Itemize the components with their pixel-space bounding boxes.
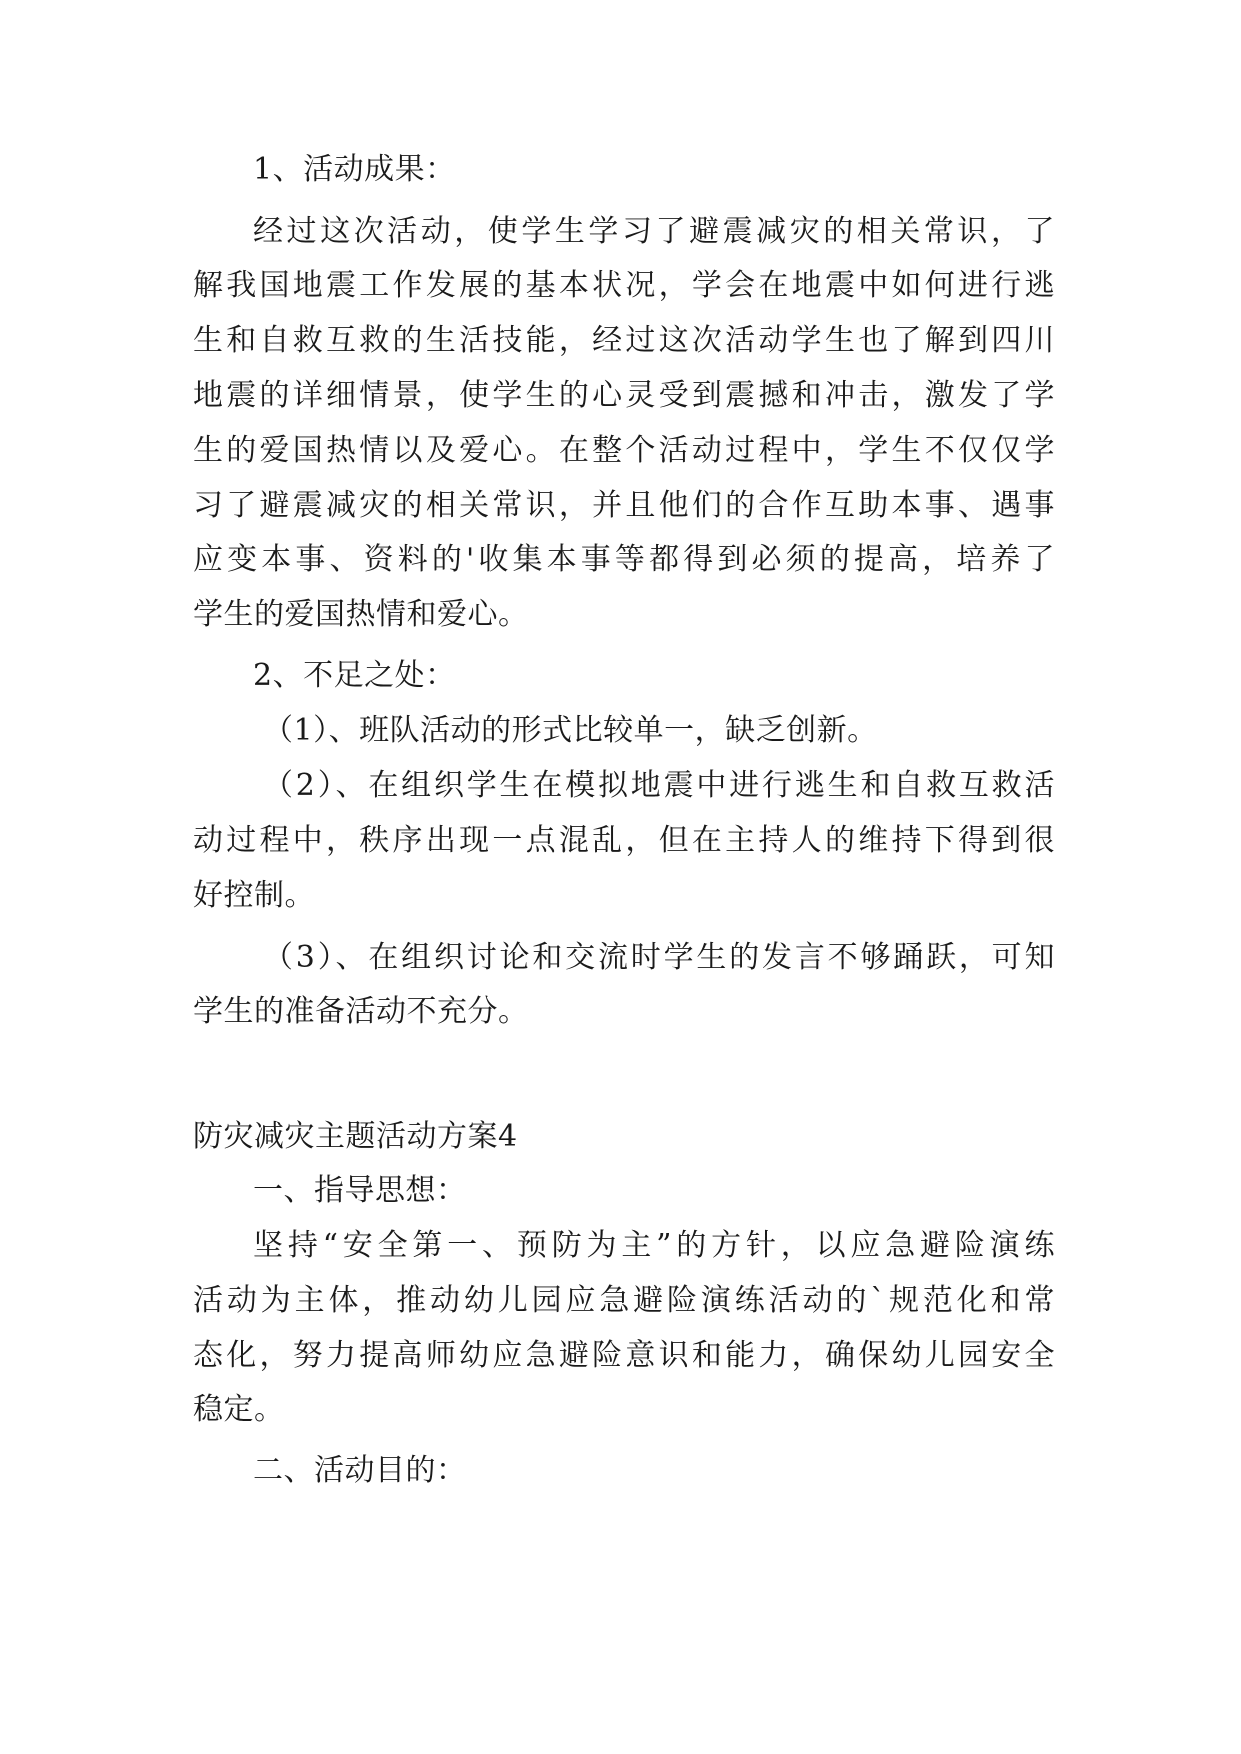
guide-paragraph-line: 坚持“安全第一、预防为主”的方针，以应急避险演练 bbox=[253, 1228, 1055, 1263]
shortcoming-item-2-line: 好控制。 bbox=[193, 878, 315, 913]
purpose-heading: 二、活动目的： bbox=[253, 1453, 467, 1488]
result-paragraph-line: 地震的详细情景，使学生的心灵受到震撼和冲击，激发了学 bbox=[193, 378, 1055, 413]
shortcoming-item-2-line: 动过程中，秩序出现一点混乱，但在主持人的维持下得到很 bbox=[193, 823, 1055, 858]
section-title: 防灾减灾主题活动方案4 bbox=[193, 1119, 518, 1154]
result-paragraph-line: 生和自救互救的生活技能，经过这次活动学生也了解到四川 bbox=[193, 323, 1055, 358]
shortcoming-item-3-line: 学生的准备活动不充分。 bbox=[193, 994, 529, 1029]
shortcoming-item-3-line: （3）、在组织讨论和交流时学生的发言不够踊跃，可知 bbox=[263, 940, 1055, 975]
result-paragraph-line: 解我国地震工作发展的基本状况，学会在地震中如何进行逃 bbox=[193, 268, 1055, 303]
guide-paragraph-line: 活动为主体，推动幼儿园应急避险演练活动的`规范化和常 bbox=[193, 1283, 1055, 1318]
guide-paragraph-line: 态化，努力提高师幼应急避险意识和能力，确保幼儿园安全 bbox=[193, 1338, 1055, 1373]
result-paragraph-line: 学生的爱国热情和爱心。 bbox=[193, 597, 529, 632]
shortcoming-item-1: （1）、班队活动的形式比较单一，缺乏创新。 bbox=[263, 713, 878, 748]
shortcoming-item-2-line: （2）、在组织学生在模拟地震中进行逃生和自救互救活 bbox=[263, 768, 1055, 803]
result-heading: 1、活动成果： bbox=[253, 152, 456, 187]
result-paragraph-line: 应变本事、资料的'收集本事等都得到必须的提高，培养了 bbox=[193, 542, 1055, 577]
guide-heading: 一、指导思想： bbox=[253, 1173, 467, 1208]
guide-paragraph-line: 稳定。 bbox=[193, 1392, 285, 1427]
result-paragraph-line: 习了避震减灾的相关常识，并且他们的合作互助本事、遇事 bbox=[193, 488, 1055, 523]
result-paragraph-line: 经过这次活动，使学生学习了避震减灾的相关常识，了 bbox=[253, 214, 1055, 249]
shortcoming-heading: 2、不足之处： bbox=[253, 658, 456, 693]
result-paragraph-line: 生的爱国热情以及爱心。在整个活动过程中，学生不仅仅学 bbox=[193, 433, 1055, 468]
